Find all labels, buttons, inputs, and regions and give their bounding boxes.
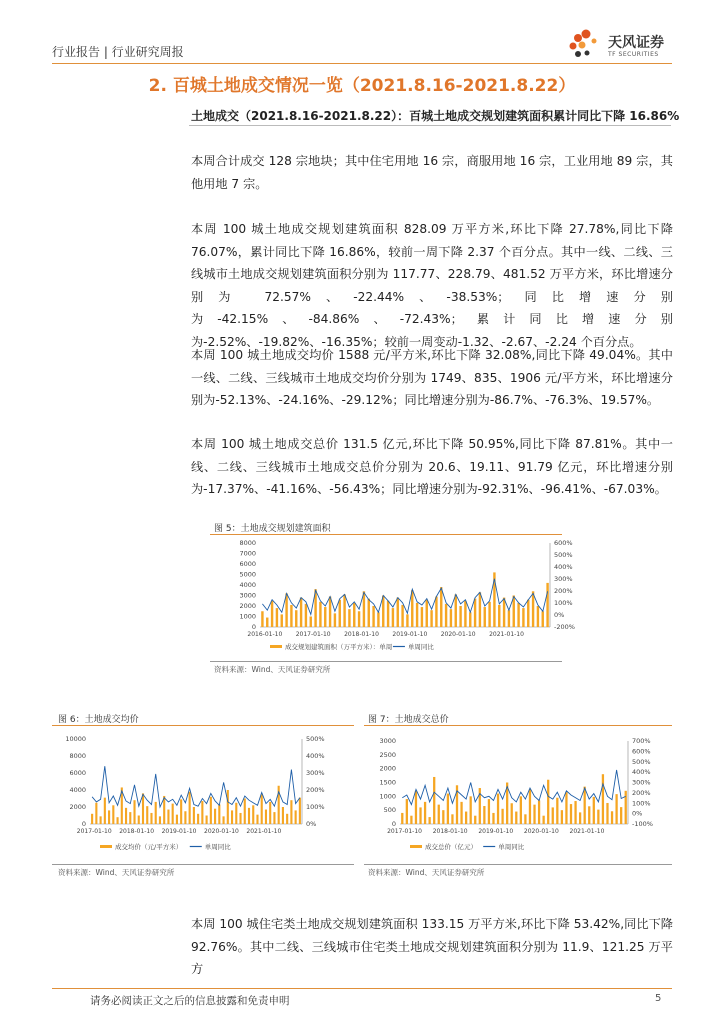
x-tick-label: 2021-01-10 <box>246 828 282 835</box>
bar <box>465 812 467 824</box>
bar <box>276 608 278 627</box>
bar <box>450 609 452 627</box>
bar <box>218 804 220 824</box>
figure6-bottom-rule <box>52 864 354 865</box>
bar <box>290 800 292 824</box>
x-tick-label: 2018-01-10 <box>432 828 468 835</box>
bar <box>261 611 263 627</box>
bar <box>460 802 462 824</box>
bar <box>497 794 499 824</box>
bar <box>501 809 503 824</box>
bar <box>155 802 157 824</box>
bar <box>290 605 292 627</box>
bar <box>193 807 195 824</box>
y-left-tick-label: 2500 <box>379 750 396 759</box>
legend-label-bar: 成交均价（元/平方米） <box>115 843 183 851</box>
bar <box>231 810 233 824</box>
bar <box>206 816 208 825</box>
bar <box>440 587 442 627</box>
paragraph-total-price: 本周 100 城土地成交总价 131.5 亿元,环比下降 50.95%,同比下降 87.81%。其中一线、二线、三线城市土地成交总价分别为 20.6、19.11、91.79 亿元，环比增速分别为-17.37%、-41.16%、-56.43%；同比增速分别为-92.31%、-96.41%、-67.03%。 <box>191 437 673 496</box>
bar <box>286 814 288 824</box>
bar <box>91 814 93 824</box>
bar <box>602 774 604 824</box>
bar <box>146 806 148 824</box>
bar <box>459 606 461 627</box>
bar <box>112 805 114 824</box>
bar <box>543 816 545 824</box>
y-right-tick-label: 500% <box>306 735 325 743</box>
y-right-tick-label: 600% <box>632 747 651 756</box>
bar <box>372 606 374 627</box>
bar <box>299 798 301 824</box>
bar <box>515 812 517 824</box>
bar <box>223 816 225 824</box>
bar <box>201 801 203 824</box>
y-right-tick-label: 500% <box>554 551 573 559</box>
y-left-tick-label: 2000 <box>239 602 256 610</box>
bar <box>508 610 510 627</box>
bar <box>483 806 485 824</box>
y-right-tick-label: 400% <box>632 768 651 777</box>
bar <box>620 807 622 824</box>
figure5-bottom-rule <box>210 661 562 662</box>
bar <box>593 797 595 824</box>
y-right-tick-label: 300% <box>632 778 651 787</box>
bar <box>565 792 567 824</box>
bar <box>353 603 355 627</box>
y-left-tick-label: 1500 <box>379 778 396 787</box>
figure5-caption: 图 5：土地成交规划建筑面积 <box>214 524 331 534</box>
y-left-tick-label: 10000 <box>65 735 86 743</box>
page-number: 5 <box>655 993 662 1004</box>
bar <box>184 811 186 824</box>
bar <box>455 594 457 627</box>
y-right-tick-label: 100% <box>554 599 573 607</box>
bar <box>104 798 106 824</box>
bar <box>142 793 144 824</box>
y-right-tick-label: 200% <box>632 788 651 797</box>
y-left-tick-label: 7000 <box>239 549 256 558</box>
bar <box>266 618 268 627</box>
bar <box>244 799 246 825</box>
footer-rule <box>52 988 672 989</box>
bar <box>579 812 581 824</box>
y-right-tick-label: 200% <box>554 587 573 595</box>
bar <box>281 614 283 627</box>
bar <box>511 803 513 824</box>
legend-label-line: 单周同比 <box>498 843 525 851</box>
bar <box>445 604 447 627</box>
bar <box>210 797 212 824</box>
bar <box>597 810 599 824</box>
x-tick-label: 2018-01-10 <box>119 828 155 835</box>
bar <box>520 796 522 824</box>
x-tick-label: 2019-01-10 <box>392 631 428 638</box>
bar <box>416 603 418 627</box>
bar <box>584 787 586 824</box>
bar <box>100 816 102 824</box>
paragraph-area: 本周 100 城土地成交规划建筑面积 828.09 万平方米,环比下降 27.78%,同比下降 76.07%，累计同比下降 16.86%，较前一周下降 2.37 个百分点。其中一线、二线、三线城市土地成交规划建筑面积分别为 117.77、228.79、481.52 万平方米，环比增速分别为 72.57%、-22.44%、-38.53%；同比增速分别为-42.15%、-84.86%、-72.43%；累计同比增速分别为-2.52%、-19.82%、-16.35%；较前一周变动-1.32、-2.67、-2.24 个百分点。 <box>191 222 673 349</box>
bar <box>433 777 435 824</box>
bar <box>358 611 360 627</box>
bar <box>377 612 379 627</box>
figure5-chart <box>210 535 590 660</box>
bar <box>419 807 421 824</box>
legend-swatch-bar <box>100 845 112 848</box>
bar <box>392 608 394 627</box>
y-left-tick-label: 2000 <box>379 764 396 773</box>
bar <box>239 813 241 824</box>
bar <box>556 798 558 824</box>
bar <box>538 800 540 824</box>
bar <box>282 807 284 824</box>
y-right-tick-label: 0% <box>554 611 565 619</box>
bar <box>117 817 119 824</box>
figure7-chart <box>364 727 672 862</box>
bar <box>611 811 613 824</box>
bar <box>176 815 178 824</box>
series-line <box>402 770 625 805</box>
legend-swatch-bar <box>410 845 422 848</box>
y-left-tick-label: 8000 <box>239 539 256 547</box>
bar <box>625 791 627 824</box>
logo-text-en: TF SECURITIES <box>608 51 659 58</box>
x-tick-label: 2020-01-10 <box>523 828 559 835</box>
y-right-tick-label: 300% <box>306 769 325 777</box>
y-left-tick-label: 3000 <box>379 737 396 745</box>
paragraph-residential: 本周 100 城住宅类土地成交规划建筑面积 133.15 万平方米,环比下降 53.42%,同比下降 92.76%。其中二线、三线城市住宅类土地成交规划建筑面积分别为 11.9、121.25 万平方 <box>191 917 673 976</box>
y-right-tick-label: 0% <box>306 820 317 828</box>
bar <box>421 607 423 627</box>
bar <box>133 800 135 824</box>
legend-label-line: 单周同比 <box>407 643 434 651</box>
y-right-tick-label: 500% <box>632 757 651 766</box>
bar <box>167 810 169 824</box>
y-left-tick-label: 2000 <box>69 803 86 811</box>
bar <box>334 613 336 627</box>
y-right-tick-label: -200% <box>554 623 575 631</box>
bar <box>517 603 519 627</box>
bar <box>329 597 331 627</box>
bar <box>542 611 544 627</box>
figure7-caption: 图 7：土地成交总价 <box>368 715 449 725</box>
bar <box>138 816 140 825</box>
bar <box>180 799 182 824</box>
x-tick-label: 2021-01-10 <box>489 631 524 638</box>
bar <box>339 600 341 627</box>
y-left-tick-label: 8000 <box>69 752 86 760</box>
figure6-source: 资料来源：Wind、天风证券研究所 <box>58 868 175 877</box>
x-tick-label: 2021-01-10 <box>569 828 605 835</box>
x-tick-label: 2019-01-10 <box>478 828 514 835</box>
y-right-tick-label: 300% <box>554 575 573 583</box>
disclaimer-notice: 请务必阅读正文之后的信息披露和免责申明 <box>90 995 290 1007</box>
x-tick-label: 2016-01-10 <box>247 631 283 638</box>
y-left-tick-label: 3000 <box>239 591 256 600</box>
bar <box>537 606 539 627</box>
bar <box>570 804 572 824</box>
bar <box>406 799 408 824</box>
bar <box>447 794 449 824</box>
bar <box>95 803 97 824</box>
bar <box>271 601 273 627</box>
bar <box>606 803 608 824</box>
logo-flower-icon <box>566 28 608 62</box>
figure6-chart <box>52 727 358 862</box>
bar <box>415 791 417 824</box>
bar <box>522 608 524 627</box>
x-tick-label: 2018-01-10 <box>344 631 379 638</box>
y-right-tick-label: 100% <box>632 799 651 808</box>
bar <box>256 815 258 824</box>
bar <box>172 804 174 824</box>
y-right-tick-label: -100% <box>632 820 653 828</box>
y-left-tick-label: 500 <box>383 806 396 815</box>
bar <box>492 813 494 824</box>
figure7-source: 资料来源：Wind、天风证券研究所 <box>368 868 485 877</box>
logo-text-cn: 天风证券 <box>608 35 664 51</box>
x-tick-label: 2017-01-10 <box>76 828 112 835</box>
x-tick-label: 2019-01-10 <box>161 828 197 835</box>
bar <box>435 597 437 627</box>
subtitle-rule <box>189 125 671 126</box>
bar <box>426 600 428 627</box>
bar <box>150 813 152 824</box>
y-left-tick-label: 6000 <box>69 769 86 777</box>
bar <box>470 796 472 824</box>
y-left-tick-label: 6000 <box>239 560 256 568</box>
bar <box>295 610 297 627</box>
paragraph-avg-price: 本周 100 城土地成交均价 1588 元/平方米,环比下降 32.08%,同比下降 49.04%。其中一线、二线、三线城市土地成交均价分别为 1749、835、1906 元/平方米，环比增速分别为-52.13%、-24.16%、-29.12%；同比增速分别为-86.7%、-76.3%、19.57%。 <box>191 348 673 407</box>
bar <box>406 614 408 627</box>
bar <box>498 605 500 627</box>
bar <box>430 610 432 627</box>
bar <box>529 789 531 824</box>
bar <box>382 596 384 628</box>
bar <box>451 814 453 824</box>
y-left-tick-label: 1000 <box>239 612 256 621</box>
paragraph-parcels: 本周合计成交 128 宗地块；其中住宅用地 16 宗，商服用地 16 宗，工业用地 89 宗，其他用地 7 宗。 <box>191 154 673 191</box>
y-right-tick-label: 200% <box>306 786 325 794</box>
bar <box>561 810 563 824</box>
y-left-tick-label: 4000 <box>239 581 256 589</box>
bar <box>227 790 229 824</box>
company-logo <box>566 28 676 62</box>
x-tick-label: 2017-01-10 <box>295 631 331 638</box>
bar <box>488 602 490 627</box>
figure6-caption: 图 6：土地成交均价 <box>58 715 139 725</box>
bar <box>252 805 254 824</box>
bar <box>348 609 350 627</box>
y-left-tick-label: 0 <box>251 623 256 631</box>
legend-label-bar: 成交总价（亿元） <box>425 843 477 851</box>
bar <box>488 799 490 824</box>
bar <box>261 794 263 824</box>
y-right-tick-label: 400% <box>306 752 325 760</box>
bar <box>343 594 345 627</box>
bar <box>464 601 466 627</box>
bar <box>574 801 576 824</box>
bar <box>547 780 549 824</box>
x-tick-label: 2020-01-10 <box>440 631 476 638</box>
legend-swatch-bar <box>270 645 282 648</box>
bar <box>615 794 617 824</box>
figure7-top-rule <box>364 725 672 726</box>
bar <box>305 604 307 627</box>
bar <box>442 810 444 824</box>
y-left-tick-label: 1000 <box>379 792 396 801</box>
series-line <box>92 766 300 807</box>
bar <box>479 592 481 627</box>
bar <box>129 812 131 824</box>
bar <box>397 598 399 627</box>
y-right-tick-label: 400% <box>554 563 573 571</box>
y-right-tick-label: 600% <box>554 539 573 547</box>
figure5-source: 资料来源：Wind、天风证券研究所 <box>214 665 331 674</box>
report-category-label: 行业报告 | 行业研究周报 <box>52 45 184 59</box>
y-left-tick-label: 0 <box>81 820 86 828</box>
bar <box>310 617 312 628</box>
bar <box>533 805 535 824</box>
y-left-tick-label: 4000 <box>69 786 86 794</box>
bar <box>424 802 426 824</box>
y-right-tick-label: 0% <box>632 809 643 818</box>
bar <box>125 808 127 824</box>
bar <box>387 601 389 627</box>
y-right-tick-label: 100% <box>306 803 325 811</box>
bar <box>401 813 403 824</box>
bar <box>235 803 237 824</box>
bar <box>429 817 431 824</box>
bar <box>474 816 476 824</box>
x-tick-label: 2020-01-10 <box>204 828 239 835</box>
bar <box>552 807 554 824</box>
y-left-tick-label: 0 <box>391 820 396 828</box>
bar <box>273 812 275 824</box>
y-right-tick-label: 700% <box>632 737 651 745</box>
bar <box>546 583 548 627</box>
header-rule <box>52 63 672 64</box>
x-tick-label: 2017-01-10 <box>387 828 422 835</box>
bar <box>588 806 590 824</box>
bar <box>368 599 370 627</box>
legend-label-bar: 成交规划建筑面积（万平方米）：单周 <box>285 643 393 651</box>
bar <box>197 814 199 824</box>
bar <box>214 809 216 824</box>
legend-label-line: 单周同比 <box>204 843 231 851</box>
bar <box>295 810 297 824</box>
bar <box>159 816 161 824</box>
bar <box>532 591 534 627</box>
bar <box>265 810 267 824</box>
bar <box>410 816 412 824</box>
bar <box>189 792 191 824</box>
bar <box>324 607 326 627</box>
bar <box>401 605 403 627</box>
bar <box>438 805 440 824</box>
section-subtitle: 土地成交（2021.8.16-2021.8.22）：百城土地成交规划建筑面积累计同比下降 16.86% <box>191 109 680 123</box>
figure6-top-rule <box>52 725 354 726</box>
section-title: 2. 百城土地成交情况一览（2021.8.16-2021.8.22） <box>148 76 576 96</box>
bar <box>108 810 110 824</box>
bar <box>474 599 476 627</box>
bar <box>269 802 271 824</box>
bar <box>248 808 250 824</box>
bar <box>484 607 486 627</box>
bar <box>300 598 302 627</box>
bar <box>503 598 505 627</box>
bar <box>527 600 529 627</box>
bar <box>319 602 321 627</box>
figure7-bottom-rule <box>364 864 672 865</box>
bar <box>469 612 471 627</box>
y-left-tick-label: 5000 <box>239 570 256 579</box>
bar <box>524 814 526 824</box>
